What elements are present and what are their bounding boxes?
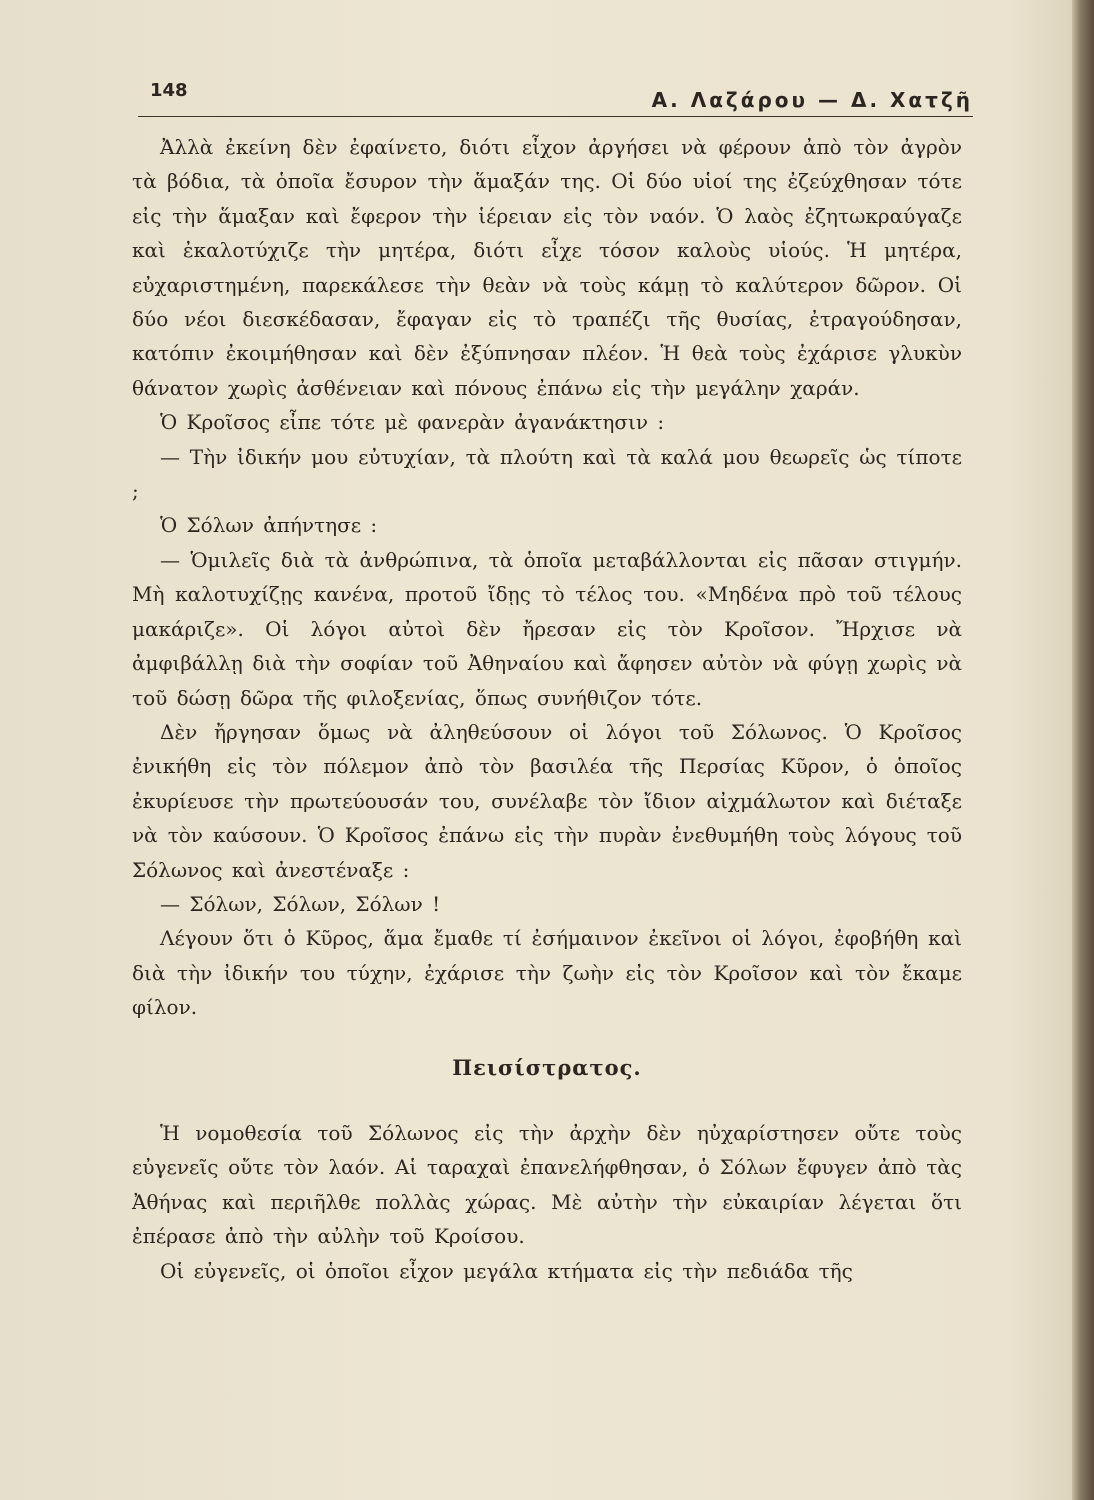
body-text bbox=[132, 130, 962, 1288]
paragraph-nobles: Οἱ εὐγενεῖς, οἱ ὁποῖοι εἶχον μεγάλα κτήματα εἰς τὴν πεδιάδα τῆς bbox=[160, 1258, 853, 1283]
paragraph-croesus-speaks: Ὁ Κροῖσος εἶπε τότε μὲ φανερὰν ἀγανάκτησιν : bbox=[160, 410, 665, 435]
paragraph-solon-answered: Ὁ Σόλων ἀπήντησε : bbox=[160, 513, 378, 538]
page-edge bbox=[1072, 0, 1094, 1500]
paragraph-kleobis-biton: Ἀλλὰ ἐκείνη δὲν ἐφαίνετο, διότι εἶχον ἀργήσει νὰ φέρουν ἀπὸ τὸν ἀγρὸν τὰ βόδια, τὰ ὁποῖα ἔσυρον τὴν ἅμαξάν της. Οἱ δύο υἱοί της ἐζεύχθησαν τότε εἰς τὴν ἅμαξαν καὶ ἔφερον τὴν ἱέρειαν εἰς τὸν ναόν. Ὁ λαὸς ἐζητωκραύγαζε καὶ ἐκαλοτύχιζε τὴν μητέρα, διότι εἶχε τόσον καλοὺς υἱούς. Ἡ μητέρα, εὐχαριστημένη, παρεκάλεσε τὴν θεὰν νὰ τοὺς κάμῃ τὸ καλύτερον δῶρον. Οἱ δύο νέοι διεσκέδασαν, ἔφαγαν εἰς τὸ τραπέζι τῆς θυσίας, ἐτραγούδησαν, κατόπιν ἐκοιμήθησαν καὶ δὲν ἐξύπνησαν πλέον. Ἡ θεὰ τοὺς ἐχάρισε γλυκὺν θάνατον χωρὶς ἀσθένειαν καὶ πόνους ἐπάνω εἰς τὴν μεγάλην χαράν. bbox=[132, 135, 962, 400]
paragraph-legislation: Ἡ νομοθεσία τοῦ Σόλωνος εἰς τὴν ἀρχὴν δὲν ηὐχαρίστησεν οὔτε τοὺς εὐγενεῖς οὔτε τὸν λαόν. Αἱ ταραχαὶ ἐπανελήφθησαν, ὁ Σόλων ἔφυγεν ἀπὸ τὰς Ἀθήνας καὶ περιῆλθε πολλὰς χώρας. Μὲ αὐτὴν τὴν εὐκαιρίαν λέγεται ὅτι ἐπέρασε ἀπὸ τὴν αὐλὴν τοῦ Κροίσου. bbox=[132, 1120, 962, 1249]
paragraph-solon-reply: — Ὁμιλεῖς διὰ τὰ ἀνθρώπινα, τὰ ὁποῖα μεταβάλλονται εἰς πᾶσαν στιγμήν. Μὴ καλοτυχίζῃς κανένα, προτοῦ ἴδῃς τὸ τέλος του. «Μηδένα πρὸ τοῦ τέλους μακάριζε». Οἱ λόγοι αὐτοὶ δὲν ἤρεσαν εἰς τὸν Κροῖσον. Ἤρχισε νὰ ἀμφιβάλλῃ διὰ τὴν σοφίαν τοῦ Ἀθηναίου καὶ ἄφησεν αὐτὸν νὰ φύγῃ χωρὶς νὰ τοῦ δώσῃ δῶρα τῆς φιλοξενίας, ὅπως συνήθιζον τότε. bbox=[132, 547, 962, 710]
paragraph-solon-cry: — Σόλων, Σόλων, Σόλων ! bbox=[160, 891, 441, 916]
paragraph-croesus-question: — Τὴν ἰδικήν μου εὐτυχίαν, τὰ πλούτη καὶ τὰ καλά μου θεωρεῖς ὡς τίποτε ; bbox=[132, 444, 962, 504]
page-number: 148 bbox=[150, 80, 188, 101]
paragraph-croesus-defeat: Δὲν ἤργησαν ὅμως νὰ ἀληθεύσουν οἱ λόγοι τοῦ Σόλωνος. Ὁ Κροῖσος ἐνικήθη εἰς τὸν πόλεμον ἀπὸ τὸν βασιλέα τῆς Περσίας Κῦρον, ὁ ὁποῖος ἐκυρίευσε τὴν πρωτεύουσάν του, συνέλαβε τὸν ἴδιον αἰχμάλωτον καὶ διέταξε νὰ τὸν καύσουν. Ὁ Κροῖσος ἐπάνω εἰς τὴν πυρὰν ἐνεθυμήθη τοὺς λόγους τοῦ Σόλωνος καὶ ἀνεστέναξε : bbox=[132, 719, 962, 882]
section-title: Πεισίστρατος. bbox=[452, 1054, 642, 1080]
page-header bbox=[138, 78, 973, 117]
paragraph-cyrus-spares: Λέγουν ὅτι ὁ Κῦρος, ἅμα ἔμαθε τί ἐσήμαινον ἐκεῖνοι οἱ λόγοι, ἐφοβήθη καὶ διὰ τὴν ἰδικήν του τύχην, ἐχάρισε τὴν ζωὴν εἰς τὸν Κροῖσον καὶ τὸν ἔκαμε φίλον. bbox=[132, 926, 962, 1020]
running-head: Α. Λαζάρου — Δ. Χατζῆ bbox=[651, 88, 973, 112]
